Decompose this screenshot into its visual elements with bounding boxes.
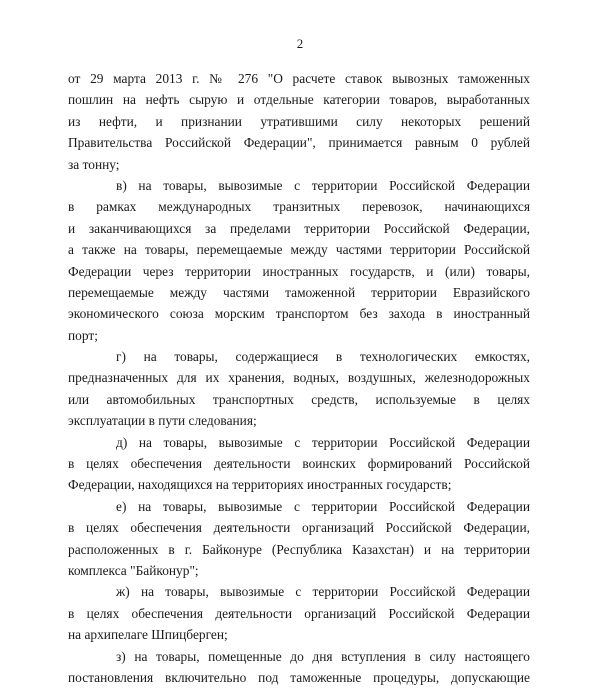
- text-line: перемещаемые между частями таможенной территории Евразийского: [68, 284, 530, 300]
- text-line: предназначенных для их хранения, водных, воздушных, железнодорожных: [68, 370, 530, 386]
- paragraph-first-line: д) на товары, вывозимые с территории Российской Федерации: [116, 434, 530, 450]
- text-line: в целях обеспечения деятельности воинских формирований Российской: [68, 456, 530, 472]
- text-line: постановления включительно под таможенные процедуры, допускающие: [68, 669, 530, 685]
- paragraph-first-line: е) на товары, вывозимые с территории Российской Федерации: [116, 498, 530, 514]
- text-line: или автомобильных транспортных средств, используемые в целях: [68, 391, 530, 407]
- text-line: в рамках международных транзитных перевозок, начинающихся: [68, 199, 530, 215]
- text-line: Федерации, находящихся на территориях иностранных государств;: [68, 477, 452, 493]
- paragraph-first-line: з) на товары, помещенные до дня вступления в силу настоящего: [116, 648, 530, 664]
- text-line: и заканчивающихся за пределами территории Российской Федерации,: [68, 220, 530, 236]
- paragraph-first-line: ж) на товары, вывозимые с территории Российской Федерации: [116, 584, 530, 600]
- text-line: от 29 марта 2013 г. № 276 "О расчете ставок вывозных таможенных: [68, 71, 530, 86]
- text-line: Федерации через территории иностранных государств, и (или) товары,: [68, 263, 530, 279]
- page-number: 2: [296, 36, 304, 51]
- text-line: порт;: [68, 327, 98, 343]
- text-line: за тонну;: [68, 156, 120, 172]
- text-line: а также на товары, перемещаемые между частями территории Российской: [68, 242, 530, 258]
- text-line: Правительства Российской Федерации", принимается равным 0 рублей: [68, 135, 530, 151]
- document-body: [68, 68, 530, 688]
- text-line: экономического союза морским транспортом без захода в иностранный: [68, 306, 530, 322]
- text-line: комплекса "Байконур";: [68, 562, 199, 578]
- text-line: расположенных в г. Байконуре (Республика Казахстан) и на территории: [68, 541, 530, 557]
- text-line: в целях обеспечения деятельности организаций Российской Федерации: [68, 605, 530, 621]
- text-line: на архипелаге Шпицберген;: [68, 627, 228, 643]
- text-line: из нефти, и признании утратившими силу некоторых решений: [68, 113, 530, 129]
- paragraph-first-line: в) на товары, вывозимые с территории Российской Федерации: [116, 177, 530, 193]
- text-line: эксплуатации в пути следования;: [68, 413, 257, 429]
- paragraph-first-line: г) на товары, содержащиеся в технологических емкостях,: [116, 349, 530, 365]
- text-line: пошлин на нефть сырую и отдельные категории товаров, выработанных: [68, 92, 530, 108]
- text-line: в целях обеспечения деятельности организаций Российской Федерации,: [68, 520, 530, 536]
